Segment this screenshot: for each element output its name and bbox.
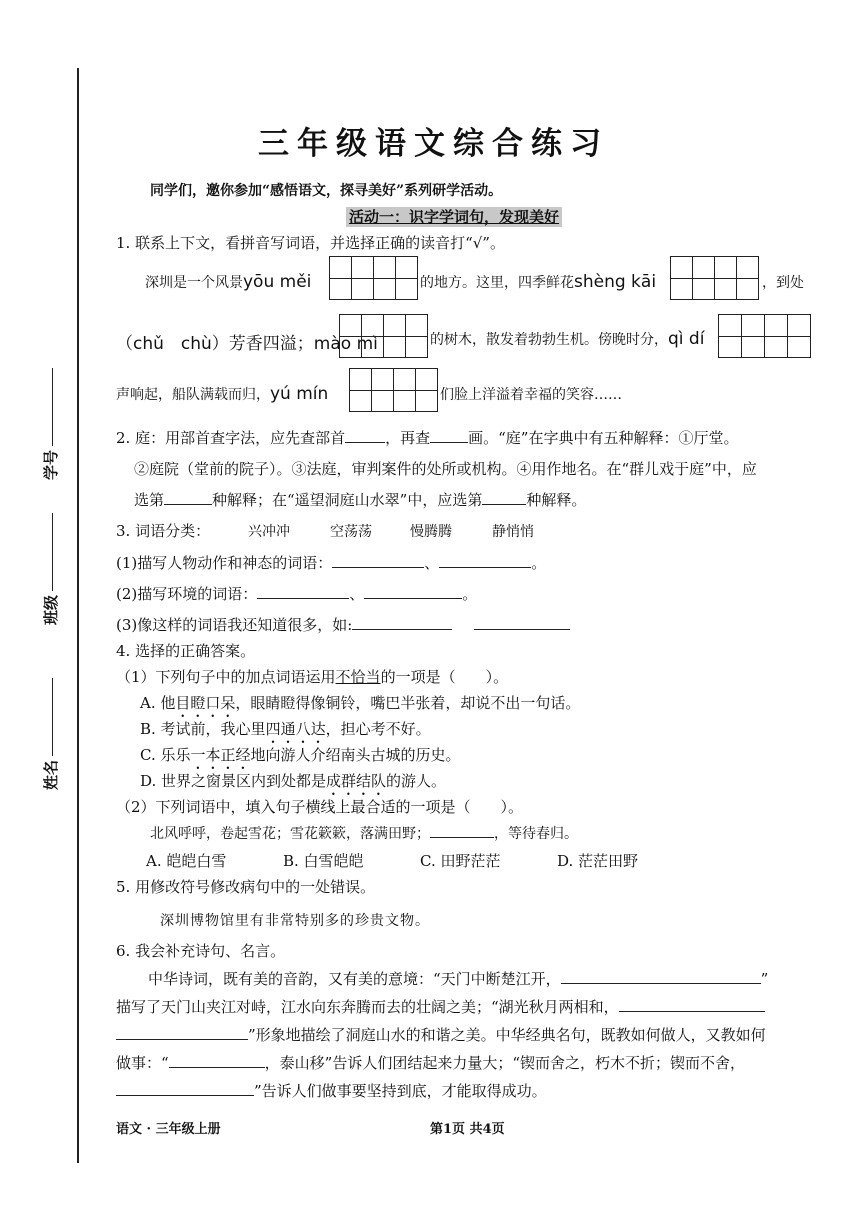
q3-sub2-blank-b[interactable] [364, 598, 462, 599]
q1-heading: 1. 联系上下文，看拼音写词语，并选择正确的读音打“√”。 [116, 234, 505, 252]
q3-sub1-text: (1)描写人物动作和神态的词语： [116, 554, 333, 572]
q4-c-post: 地向游人介绍南头古城的历史。 [250, 746, 461, 764]
activity-heading-text: 活动一：识字学词句，发现美好 [346, 207, 562, 227]
intro-text: 同学们，邀你参加“感悟语文，探寻美好”系列研学活动。 [150, 183, 503, 199]
pinyin-youmei: yōu měi [243, 272, 312, 292]
q4-part2-sentence [150, 823, 578, 843]
q2-blank-meaning2[interactable] [482, 504, 526, 505]
q2-text-f: 种解释。 [526, 491, 587, 509]
q6-text-e: 做事：“ [116, 1054, 169, 1072]
q1-text-b: 的地方。这里，四季鲜花 [420, 275, 574, 291]
q3-sep-2: 、 [349, 585, 365, 603]
q4-a-post: ，眼睛瞪得像铜铃，嘴巴半张着，却说不出一句话。 [235, 694, 581, 712]
q4-c-dotted: 一本正经 [190, 746, 251, 764]
q4-c-pre: C. 乐乐 [140, 746, 191, 764]
q1-text-c: 的树木，散发着勃勃生机。傍晚时分， [430, 332, 668, 348]
writing-grid-3[interactable] [339, 314, 428, 358]
q6-line5 [116, 1080, 547, 1101]
q3-word-2: 空荡荡 [330, 524, 372, 540]
q1-line1-end: ，到处 [762, 275, 804, 291]
q2-text-e: 种解释；在“遥望洞庭山水翠”中，应选第 [212, 491, 483, 509]
q3-sep-1: 、 [424, 554, 440, 572]
q3-end-1: 。 [531, 554, 547, 572]
q4-part2-sentence-b: ，等待春归。 [494, 826, 578, 842]
footer-subject: 语文 · 三年级上册 [116, 1122, 221, 1137]
q4-a-pre: A. 他 [140, 694, 176, 712]
q4-part2-option-b[interactable]: B. 白雪皑皑 [283, 852, 364, 870]
activity-heading [346, 206, 562, 227]
q4-part2: （2）下列词语中，填入句子横线上最合适的一项是（ ）。 [116, 798, 524, 816]
q4-part2-sentence-a: 北风呼呼，卷起雪花；雪花簌簌，落满田野； [150, 826, 430, 842]
binding-line [77, 68, 79, 1163]
q6-blank-1[interactable] [561, 983, 761, 984]
q2-text-c: 画。“庭”在字典中有五种解释：①厅堂。 [468, 429, 739, 447]
q2-text-d: 选第 [134, 491, 165, 509]
student-number-blank[interactable] [52, 368, 53, 446]
q4-part2-option-c[interactable]: C. 田野茫茫 [420, 852, 501, 870]
q3-sub2-blank-a[interactable] [257, 598, 349, 599]
q2-text-a: 2. 庭：用部首查字法，应先查部首 [116, 429, 346, 447]
q6-blank-2b[interactable] [116, 1039, 248, 1040]
q3-sub1 [116, 552, 546, 573]
q6-text-b: ” [760, 970, 769, 988]
pronunciation-choice[interactable]: （chǔ chù）芳香四溢； [116, 334, 314, 354]
q3-sub1-blank-b[interactable] [439, 567, 531, 568]
q4-b-post: ，担心考不好。 [325, 720, 431, 738]
student-number-text: 学号 [42, 449, 60, 480]
page-title: 三年级语文综合练习 [258, 126, 609, 162]
q4-part1-underlined: 不恰当 [335, 668, 381, 686]
q2-text-b: ，再查 [385, 429, 431, 447]
q2-blank-radical[interactable] [345, 442, 385, 443]
q5-heading: 5. 用修改符号修改病句中的一处错误。 [116, 878, 376, 896]
q4-option-b[interactable] [140, 718, 431, 747]
writing-grid-5[interactable] [349, 368, 438, 412]
q3-word-4: 静悄悄 [492, 524, 534, 540]
q1-line1-start [145, 272, 311, 292]
q1-line2-mid [430, 329, 704, 349]
class-text: 班级 [42, 594, 60, 625]
q6-line2 [116, 996, 765, 1017]
student-number-label [40, 368, 61, 480]
q4-part2-option-d[interactable]: D. 茫茫田野 [557, 852, 639, 870]
name-text: 姓名 [42, 759, 60, 790]
q6-blank-3[interactable] [169, 1067, 265, 1068]
name-label [40, 678, 61, 790]
q2-line3 [134, 489, 586, 510]
writing-grid-4[interactable] [718, 314, 811, 358]
q3-sub3-blank-a[interactable] [352, 629, 452, 630]
q4-b-dotted: 四通八达 [265, 720, 326, 738]
q3-sub3-text: (3)像这样的词语我还知道很多，如: [116, 616, 353, 634]
q2-blank-strokes[interactable] [430, 442, 468, 443]
q2-line2: ②庭院（堂前的院子）。③法庭，审判案件的处所或机构。④用作地名。在“群儿戏于庭”中，应 [134, 460, 757, 478]
q6-text-d: ”形象地描绘了洞庭山水的和谐之美。中华经典名句，既教如何做人，又教如何 [248, 1026, 766, 1044]
q4-option-d[interactable] [140, 770, 446, 799]
q4-option-c[interactable] [140, 744, 461, 773]
q6-heading: 6. 我会补充诗句、名言。 [116, 942, 286, 960]
q4-d-dotted: 成群结队 [326, 772, 387, 790]
class-label [40, 513, 61, 625]
name-blank[interactable] [52, 678, 53, 756]
pinyin-yumin: yú mín [270, 384, 329, 404]
q1-line1-mid [420, 272, 656, 292]
q2-line1 [116, 427, 738, 448]
q4-part1-text-b: 的一项是（ ）。 [380, 668, 509, 686]
q5-sentence[interactable]: 深圳博物馆里有非常特别多的珍贵文物。 [160, 913, 430, 929]
q4-d-post: 的游人。 [386, 772, 447, 790]
q6-text-c: 描写了天门山夹江对峙，江水向东奔腾而去的壮阔之美；“湖光秋月两相和， [116, 998, 619, 1016]
q2-blank-meaning1[interactable] [164, 504, 212, 505]
writing-grid-1[interactable] [329, 256, 418, 300]
pinyin-shengkai: shèng kāi [574, 272, 657, 292]
q4-a-dotted: 目瞪口呆 [175, 694, 236, 712]
q4-part2-blank[interactable] [430, 837, 494, 838]
q1-line3-end: 们脸上洋溢着幸福的笑容…… [440, 387, 622, 403]
q6-line3 [116, 1024, 766, 1045]
q4-b-pre: B. 考试前，我心里 [140, 720, 266, 738]
q3-sub2 [116, 583, 477, 604]
q1-text-d: 声响起，船队满载而归， [116, 387, 270, 403]
q6-text-f: ，泰山移”告诉人们团结起来力量大；“锲而舍之，朽木不折；锲而不舍， [264, 1054, 746, 1072]
q3-sub1-blank-a[interactable] [332, 567, 424, 568]
q3-word-3: 慢腾腾 [410, 524, 452, 540]
q3-word-1: 兴冲冲 [248, 524, 290, 540]
q4-part1 [116, 666, 508, 687]
q4-part1-text-a: （1）下列句子中的加点词语运用 [116, 668, 336, 686]
writing-grid-2[interactable] [670, 256, 759, 300]
q3-heading: 3. 词语分类： [116, 522, 211, 540]
q4-d-pre: D. 世界之窗景区内到处都是 [140, 772, 327, 790]
q4-option-a[interactable] [140, 692, 580, 721]
q3-sub3 [116, 614, 570, 635]
q6-blank-4[interactable] [116, 1095, 254, 1096]
footer-page-number: 第1页 共4页 [430, 1122, 505, 1137]
class-blank[interactable] [52, 513, 53, 591]
q4-heading: 4. 选择的正确答案。 [116, 642, 256, 660]
pinyin-maomi: mào mì [313, 334, 378, 354]
q6-line4 [116, 1052, 745, 1073]
q3-sub3-blank-b[interactable] [474, 629, 570, 630]
pinyin-qidi: qì dí [668, 329, 705, 349]
q4-part2-option-a[interactable]: A. 皑皑白雪 [146, 852, 227, 870]
q6-text-a: 中华诗词，既有美的音韵，又有美的意境：“天门中断楚江开， [148, 970, 561, 988]
q1-line3-start [116, 384, 328, 404]
q3-end-2: 。 [462, 585, 478, 603]
q1-text-a: 深圳是一个风景 [145, 275, 243, 291]
q6-text-g: ”告诉人们做事要坚持到底，才能取得成功。 [254, 1082, 547, 1100]
q6-blank-2a[interactable] [619, 1011, 765, 1012]
q3-sub2-text: (2)描写环境的词语： [116, 585, 258, 603]
q6-line1 [148, 968, 768, 989]
